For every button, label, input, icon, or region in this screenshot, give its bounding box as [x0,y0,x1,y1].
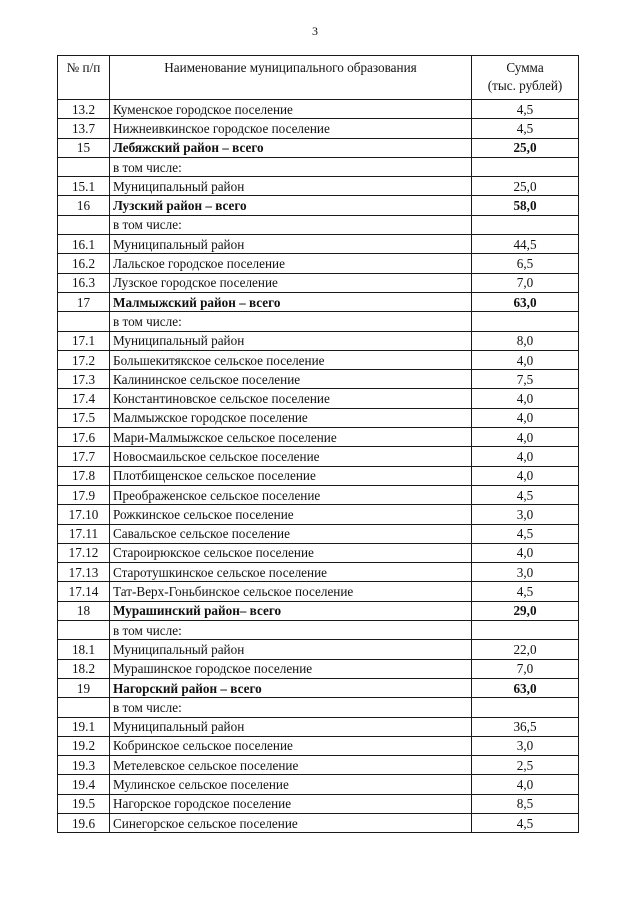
row-number: 17 [58,292,110,311]
row-name: в том числе: [110,698,472,717]
row-number: 15 [58,138,110,157]
table-row [58,621,579,640]
row-name: Новосмаильское сельское поселение [110,447,472,466]
row-sum: 4,5 [472,582,579,601]
row-number: 17.4 [58,389,110,408]
header-sum [472,56,579,100]
row-sum: 4,0 [472,408,579,427]
row-sum [472,312,579,331]
table-row [58,447,579,466]
table-header [58,56,579,100]
table-row [58,775,579,794]
table-row [58,119,579,138]
table-row [58,485,579,504]
row-sum: 4,5 [472,485,579,504]
table-row [58,756,579,775]
row-number: 19 [58,678,110,697]
row-number: 19.4 [58,775,110,794]
row-name: Мурашинское городское поселение [110,659,472,678]
row-sum [472,215,579,234]
row-number [58,698,110,717]
row-sum: 7,5 [472,370,579,389]
row-sum: 4,0 [472,543,579,562]
row-sum: 29,0 [472,601,579,620]
row-name: Нижнеивкинское городское поселение [110,119,472,138]
table-row [58,505,579,524]
row-sum: 3,0 [472,505,579,524]
table-row [58,350,579,369]
row-sum: 7,0 [472,273,579,292]
row-number: 13.7 [58,119,110,138]
row-name: Преображенское сельское поселение [110,485,472,504]
row-name: Мари-Малмыжское сельское поселение [110,428,472,447]
row-number: 19.3 [58,756,110,775]
row-sum: 4,0 [472,775,579,794]
row-sum: 3,0 [472,736,579,755]
row-name: Муниципальный район [110,177,472,196]
header-sum-unit: (тыс. рублей) [487,78,563,93]
table-row [58,794,579,813]
district-total-row [58,138,579,157]
table-row [58,408,579,427]
row-sum: 4,0 [472,466,579,485]
row-sum: 8,0 [472,331,579,350]
row-name: Плотбищенское сельское поселение [110,466,472,485]
row-name: Тат-Верх-Гоньбинское сельское поселение [110,582,472,601]
row-sum: 2,5 [472,756,579,775]
table-row [58,659,579,678]
row-number: 18 [58,601,110,620]
table-row [58,331,579,350]
row-sum: 7,0 [472,659,579,678]
row-sum: 4,5 [472,524,579,543]
district-total-row [58,196,579,215]
row-sum: 36,5 [472,717,579,736]
row-sum [472,698,579,717]
header-number: № п/п [58,56,110,100]
row-number: 16 [58,196,110,215]
row-number: 17.11 [58,524,110,543]
row-name: Нагорское городское поселение [110,794,472,813]
row-name: Мулинское сельское поселение [110,775,472,794]
row-name: Старотушкинское сельское поселение [110,563,472,582]
row-number [58,312,110,331]
table-row [58,813,579,832]
table-row [58,177,579,196]
table-row [58,273,579,292]
row-number: 19.6 [58,813,110,832]
row-number: 13.2 [58,100,110,119]
row-name: Мурашинский район– всего [110,601,472,620]
header-row [58,56,579,100]
row-name: Лебяжский район – всего [110,138,472,157]
row-sum: 44,5 [472,235,579,254]
row-number [58,215,110,234]
row-sum [472,157,579,176]
row-number: 17.2 [58,350,110,369]
row-sum: 22,0 [472,640,579,659]
header-name: Наименование муниципального образования [110,56,472,100]
row-sum: 58,0 [472,196,579,215]
header-sum-title: Сумма [506,60,544,75]
row-name: Лузский район – всего [110,196,472,215]
row-number: 17.12 [58,543,110,562]
table-row [58,100,579,119]
row-sum: 8,5 [472,794,579,813]
row-sum: 25,0 [472,138,579,157]
row-sum: 6,5 [472,254,579,273]
row-number: 17.13 [58,563,110,582]
row-number: 16.1 [58,235,110,254]
row-name: Нагорский район – всего [110,678,472,697]
allocation-table [57,55,579,833]
table-row [58,582,579,601]
table-row [58,640,579,659]
district-total-row [58,678,579,697]
district-total-row [58,601,579,620]
row-number: 17.9 [58,485,110,504]
row-sum: 4,5 [472,119,579,138]
row-name: Калининское сельское поселение [110,370,472,389]
row-sum [472,621,579,640]
row-name: в том числе: [110,215,472,234]
table-row [58,254,579,273]
row-number: 19.2 [58,736,110,755]
row-name: Муниципальный район [110,640,472,659]
table-row [58,524,579,543]
row-number: 17.14 [58,582,110,601]
row-number: 17.8 [58,466,110,485]
row-sum: 63,0 [472,678,579,697]
row-name: Метелевское сельское поселение [110,756,472,775]
row-name: в том числе: [110,157,472,176]
table-row [58,717,579,736]
table-row [58,157,579,176]
row-sum: 4,0 [472,350,579,369]
row-name: Лальское городское поселение [110,254,472,273]
table-row [58,235,579,254]
row-sum: 25,0 [472,177,579,196]
row-name: Кобринское сельское поселение [110,736,472,755]
row-sum: 4,0 [472,389,579,408]
row-name: в том числе: [110,312,472,331]
district-total-row [58,292,579,311]
row-number [58,621,110,640]
table-row [58,215,579,234]
row-name: Рожкинское сельское поселение [110,505,472,524]
row-number: 16.2 [58,254,110,273]
table-row [58,543,579,562]
table-row [58,389,579,408]
row-number: 18.2 [58,659,110,678]
row-name: Малмыжское городское поселение [110,408,472,427]
row-number: 18.1 [58,640,110,659]
row-name: Лузское городское поселение [110,273,472,292]
table-row [58,563,579,582]
row-number: 15.1 [58,177,110,196]
row-name: Малмыжский район – всего [110,292,472,311]
row-sum: 4,5 [472,100,579,119]
row-sum: 4,5 [472,813,579,832]
row-number: 16.3 [58,273,110,292]
table-row [58,698,579,717]
row-name: Муниципальный район [110,331,472,350]
row-number [58,157,110,176]
row-name: Муниципальный район [110,235,472,254]
row-name: Синегорское сельское поселение [110,813,472,832]
row-sum: 3,0 [472,563,579,582]
table-body [58,100,579,833]
row-number: 19.1 [58,717,110,736]
table-row [58,736,579,755]
row-number: 17.7 [58,447,110,466]
row-number: 17.5 [58,408,110,427]
row-name: Савальское сельское поселение [110,524,472,543]
row-number: 19.5 [58,794,110,813]
table-row [58,312,579,331]
row-name: Большекитякское сельское поселение [110,350,472,369]
row-name: Константиновское сельское поселение [110,389,472,408]
row-name: Муниципальный район [110,717,472,736]
row-sum: 63,0 [472,292,579,311]
row-number: 17.10 [58,505,110,524]
row-name: Куменское городское поселение [110,100,472,119]
table-row [58,466,579,485]
table-row [58,428,579,447]
page-number: 3 [312,24,318,38]
row-number: 17.3 [58,370,110,389]
table-row [58,370,579,389]
row-number: 17.1 [58,331,110,350]
row-number: 17.6 [58,428,110,447]
row-name: Староирюкское сельское поселение [110,543,472,562]
row-name: в том числе: [110,621,472,640]
row-sum: 4,0 [472,447,579,466]
row-sum: 4,0 [472,428,579,447]
